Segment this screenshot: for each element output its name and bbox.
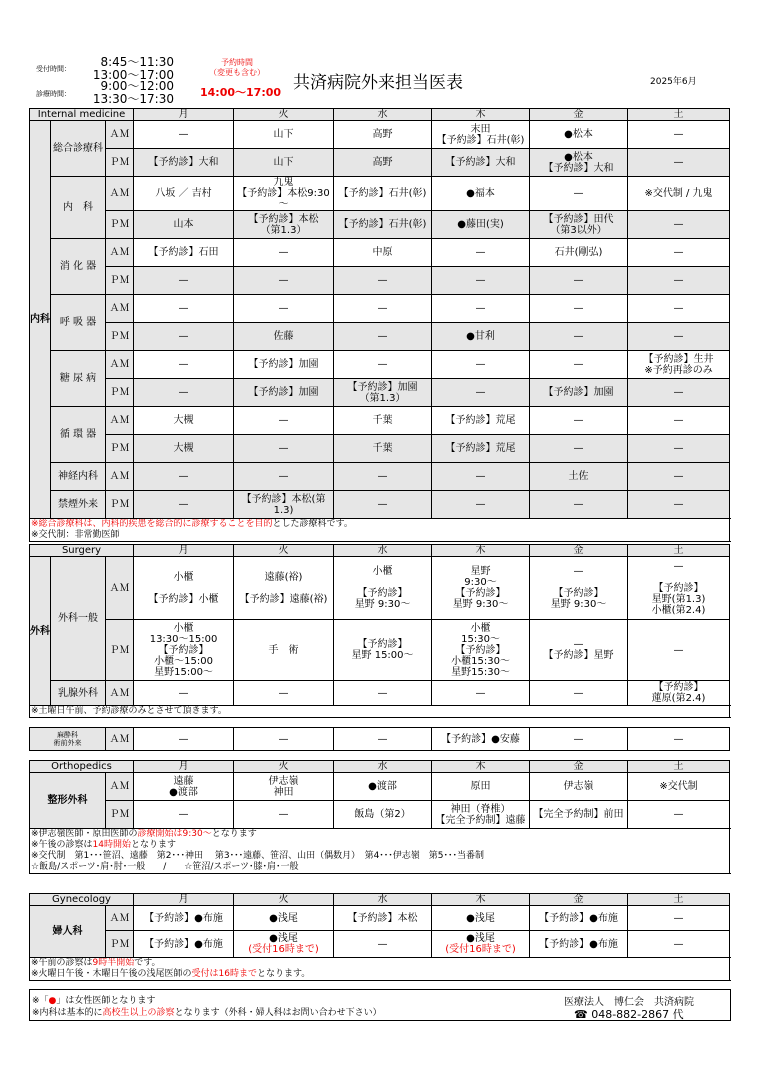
session-label: ＡＭ (106, 351, 134, 379)
day-header: 月 (134, 761, 234, 773)
doctor-cell: 【予約診】加園 (234, 351, 334, 379)
doctor-cell: — 【予約診】 星野(第1.3) 小櫃(第2.4) (628, 557, 730, 620)
session-label: ＰＭ (106, 491, 134, 519)
section-label: Gynecology (30, 894, 134, 906)
session-label: ＡＭ (106, 407, 134, 435)
table-row (30, 557, 730, 620)
doctor-cell: — (628, 728, 730, 751)
doctor-cell: 大槻 (134, 407, 234, 435)
table-row (30, 801, 730, 829)
table-row (30, 435, 730, 463)
doctor-cell: — (134, 491, 234, 519)
doctor-cell: 遠藤(裕) 【予約診】遠藤(裕) (234, 557, 334, 620)
internal-medicine-table (29, 108, 730, 542)
doctor-cell: 伊志嶺 神田 (234, 773, 334, 801)
session-label: ＡＭ (106, 728, 134, 751)
doctor-cell: 【予約診】加園 (234, 379, 334, 407)
doctor-cell: — (334, 681, 432, 706)
section-label: Surgery (30, 545, 134, 557)
day-header: 水 (334, 761, 432, 773)
phone-number: ☎ 048-882-2867 代 (574, 1008, 684, 1021)
subspecialty-label: 外科一般 (51, 557, 106, 681)
doctor-cell: ●松本 (530, 121, 628, 149)
reception-label: 受付時間： (36, 65, 71, 73)
doctor-cell: 【予約診】石田 (134, 239, 234, 267)
doctor-cell (432, 931, 530, 958)
doctor-cell: — (334, 463, 432, 491)
section-label: Internal medicine (30, 109, 134, 121)
category-orthopedics: 整形外科 (30, 773, 106, 829)
doctor-cell: 【予約診】田代 （第3以外） (530, 211, 628, 239)
session-label: ＡＭ (106, 906, 134, 931)
doctor-cell: — (334, 323, 432, 351)
doctor-cell: 山本 (134, 211, 234, 239)
table-row (30, 379, 730, 407)
doctor-cell: 土佐 (530, 463, 628, 491)
subspecialty-label: 神経内科 (51, 463, 106, 491)
doctor-cell: ●甘利 (432, 323, 530, 351)
doctor-cell: — (628, 379, 730, 407)
session-label: ＡＭ (106, 121, 134, 149)
doctor-cell: — (134, 681, 234, 706)
doctor-cell: — (234, 728, 334, 751)
doctor-cell: 小櫃 13:30～15:00 【予約診】 小櫃～15:00 星野15:00～ (134, 620, 234, 681)
doctor-cell: — (334, 491, 432, 519)
doctor-cell: — (628, 801, 730, 829)
doctor-cell: ※交代制 / 九鬼 (628, 177, 730, 211)
doctor-cell: 千葉 (334, 407, 432, 435)
doctor-cell: 佐藤 (234, 323, 334, 351)
doctor-cell (334, 931, 432, 958)
doctor-cell: — (134, 463, 234, 491)
doctor-cell: 千葉 (334, 435, 432, 463)
day-header-row (30, 545, 730, 557)
doctor-cell: 【予約診】 星野 15:00～ (334, 620, 432, 681)
doctor-cell: 末田 【予約診】石井(彰) (432, 121, 530, 149)
doctor-cell: — (432, 351, 530, 379)
surgery-notes (30, 706, 730, 718)
table-row (30, 211, 730, 239)
doctor-cell: — (432, 239, 530, 267)
day-header: 月 (134, 545, 234, 557)
doctor-cell: — 【予約診】 星野 9:30～ (530, 557, 628, 620)
table-row (30, 728, 730, 751)
table-row (30, 239, 730, 267)
table-row (30, 491, 730, 519)
session-label: ＰＭ (106, 435, 134, 463)
doctor-cell: — (134, 121, 234, 149)
doctor-cell: — (432, 379, 530, 407)
table-row (30, 295, 730, 323)
doctor-cell: 小櫃 【予約診】小櫃 (134, 557, 234, 620)
doctor-cell: — (134, 295, 234, 323)
session-label: ＰＭ (106, 211, 134, 239)
table-row (30, 463, 730, 491)
doctor-cell: 中原 (334, 239, 432, 267)
doctor-cell: ●福本 (432, 177, 530, 211)
doctor-cell: 手 術 (234, 620, 334, 681)
table-row (30, 906, 730, 931)
session-label: ＡＭ (106, 557, 134, 620)
doctor-cell: — (628, 211, 730, 239)
doctor-cell: — (432, 491, 530, 519)
doctor-cell: ●松本 【予約診】大和 (530, 149, 628, 177)
day-header: 火 (234, 894, 334, 906)
doctor-cell: 【予約診】 蓮原(第2.4) (628, 681, 730, 706)
subspecialty-label: 乳腺外科 (51, 681, 106, 706)
doctor-cell: 【予約診】本松 (334, 906, 432, 931)
doctor-cell: — (530, 491, 628, 519)
doctor-cell: — (628, 121, 730, 149)
doctor-name: — (377, 938, 388, 950)
gynecology-notes (30, 958, 730, 981)
doctor-cell: — (628, 407, 730, 435)
day-header: 火 (234, 109, 334, 121)
doctor-cell: — (530, 728, 628, 751)
category-anesthesia: 麻酔科 術前外来 (30, 728, 106, 751)
reception-times: 8:45～11:30 13:00～17:00 (92, 55, 174, 82)
doctor-cell: — (334, 351, 432, 379)
table-row (30, 351, 730, 379)
day-header-row (30, 894, 730, 906)
doctor-cell: 【予約診】加園 (530, 379, 628, 407)
day-header: 月 (134, 894, 234, 906)
doctor-cell: — (628, 435, 730, 463)
table-row (30, 323, 730, 351)
doctor-cell: — (234, 681, 334, 706)
doctor-cell: — (530, 407, 628, 435)
doctor-cell: — (134, 728, 234, 751)
doctor-cell: 【予約診】●布施 (134, 906, 234, 931)
organization-name: 医療法人 博仁会 共済病院 (564, 997, 694, 1008)
subspecialty-label: 消 化 器 (51, 239, 106, 295)
doctor-cell: 【予約診】生井 ※予約再診のみ (628, 351, 730, 379)
doctor-cell: — (530, 681, 628, 706)
subspecialty-label: 循 環 器 (51, 407, 106, 463)
day-header: 水 (334, 545, 432, 557)
session-label: ＡＭ (106, 681, 134, 706)
doctor-cell (234, 931, 334, 958)
doctor-cell: 大槻 (134, 435, 234, 463)
doctor-name: ●浅尾 (466, 933, 495, 944)
section-label: Orthopedics (30, 761, 134, 773)
table-row (30, 177, 730, 211)
doctor-cell: 【予約診】荒尾 (432, 407, 530, 435)
doctor-cell: — (628, 239, 730, 267)
doctor-cell: — (234, 267, 334, 295)
day-header: 木 (432, 545, 530, 557)
day-header: 木 (432, 761, 530, 773)
doctor-cell: — (628, 906, 730, 931)
doctor-cell: 【予約診】石井(彰) (334, 177, 432, 211)
doctor-cell: 小櫃 【予約診】 星野 9:30～ (334, 557, 432, 620)
doctor-cell: 九鬼 【予約診】本松9:30～ (234, 177, 334, 211)
doctor-cell: 【予約診】本松(第1.3) (234, 491, 334, 519)
category-internal: 内科 (30, 121, 51, 519)
orthopedics-notes-text: ※伊志嶺医師・原田医師の診療開始は9:30～となります ※午後の診察は14時開始となります ※交代制 第1･･･笹沼、遠藤 第2･･･神田 第3･･･遠藤、笹沼、山田（偶数月） 第4･･･伊志嶺 第5･･･当番制 ☆飯島/スポーツ･肩･肘･一般 / ☆笹沼/スポーツ･膝･肩･一般 (30, 829, 730, 874)
table-row (30, 149, 730, 177)
session-label: ＡＭ (106, 295, 134, 323)
day-header: 土 (628, 109, 730, 121)
footer-note-female: ※「●」は女性医師となります (32, 996, 156, 1006)
doctor-cell: ●浅尾 (432, 906, 530, 931)
day-header: 金 (530, 894, 628, 906)
doctor-cell: — (234, 435, 334, 463)
doctor-cell: 山下 (234, 121, 334, 149)
session-label: ＰＭ (106, 620, 134, 681)
doctor-cell: — (530, 177, 628, 211)
session-label: ＰＭ (106, 931, 134, 958)
page-title: 共済病院外来担当医表 (293, 73, 463, 93)
subspecialty-label: 総合診療科 (51, 121, 106, 177)
day-header-row (30, 109, 730, 121)
subspecialty-label: 禁煙外来 (51, 491, 106, 519)
gynecology-table (29, 893, 730, 981)
doctor-name: 【予約診】●布施 (539, 938, 618, 950)
subspecialty-label: 糖 尿 病 (51, 351, 106, 407)
day-header: 月 (134, 109, 234, 121)
clinic-times: 9:00～12:00 13:30～17:30 (92, 79, 174, 106)
doctor-cell: 伊志嶺 (530, 773, 628, 801)
doctor-cell: 高野 (334, 121, 432, 149)
doctor-cell (134, 931, 234, 958)
internal-notes-text: ※総合診療科は、内科的疾患を総合的に診療することを目的とした診療科です。 ※交代制：非常勤医師 (30, 519, 730, 542)
doctor-cell: 【予約診】●安藤 (432, 728, 530, 751)
clinic-label: 診療時間： (36, 90, 71, 98)
doctor-cell: — (134, 323, 234, 351)
doctor-cell: 高野 (334, 149, 432, 177)
doctor-cell: 石井(剛弘) (530, 239, 628, 267)
doctor-cell: — (530, 435, 628, 463)
doctor-cell: ●藤田(実) (432, 211, 530, 239)
session-label: ＰＭ (106, 323, 134, 351)
day-header: 土 (628, 545, 730, 557)
doctor-cell: — (628, 267, 730, 295)
session-label: ＡＭ (106, 239, 134, 267)
doctor-cell (530, 931, 628, 958)
day-header: 火 (234, 545, 334, 557)
table-row (30, 407, 730, 435)
gynecology-notes-text: ※午前の診察は9時半開始です。 ※火曜日午後・木曜日午後の浅尾医師の受付は16時までとなります。 (30, 958, 730, 981)
doctor-cell: — (628, 323, 730, 351)
doctor-cell: 飯島（第2） (334, 801, 432, 829)
doctor-name: 【予約診】●布施 (144, 938, 223, 950)
table-row (30, 121, 730, 149)
doctor-cell: 小櫃 15:30～ 【予約診】 小櫃15:30～ 星野15:30～ (432, 620, 530, 681)
doctor-cell: 原田 (432, 773, 530, 801)
day-header: 土 (628, 761, 730, 773)
doctor-cell: 【予約診】大和 (134, 149, 234, 177)
doctor-cell: — (134, 351, 234, 379)
doctor-cell: 【予約診】石井(彰) (334, 211, 432, 239)
session-label: ＰＭ (106, 379, 134, 407)
table-row (30, 681, 730, 706)
table-row (30, 267, 730, 295)
doctor-cell: ●渡部 (334, 773, 432, 801)
doctor-cell (628, 931, 730, 958)
doctor-cell: 【予約診】加園 （第1.3） (334, 379, 432, 407)
anesthesia-table (29, 727, 730, 751)
appointment-time: 14:00～17:00 (200, 86, 282, 99)
session-label: ＰＭ (106, 149, 134, 177)
appointment-label: 予約時間 （変更も含む） (209, 58, 265, 77)
doctor-cell: — (134, 267, 234, 295)
session-label: ＡＭ (106, 177, 134, 211)
doctor-cell: — (432, 295, 530, 323)
doctor-name: — (673, 938, 684, 950)
session-label: ＡＭ (106, 463, 134, 491)
session-label: ＰＭ (106, 801, 134, 829)
orthopedics-notes (30, 829, 730, 874)
day-header: 木 (432, 894, 530, 906)
day-header: 水 (334, 894, 432, 906)
session-label: ＡＭ (106, 773, 134, 801)
doctor-cell: — (530, 267, 628, 295)
day-header: 土 (628, 894, 730, 906)
day-header: 木 (432, 109, 530, 121)
doctor-cell: — (334, 728, 432, 751)
surgery-table (29, 544, 730, 718)
doctor-cell: 【予約診】本松 （第1.3） (234, 211, 334, 239)
doctor-cell: ●浅尾 (234, 906, 334, 931)
subspecialty-label: 呼 吸 器 (51, 295, 106, 351)
doctor-cell: — (234, 463, 334, 491)
day-header: 火 (234, 761, 334, 773)
header (0, 0, 758, 108)
session-label: ＰＭ (106, 267, 134, 295)
day-header: 金 (530, 109, 628, 121)
table-row (30, 773, 730, 801)
orthopedics-table (29, 760, 730, 874)
doctor-cell: — (628, 620, 730, 681)
subspecialty-label: 内 科 (51, 177, 106, 239)
doctor-cell: — (234, 407, 334, 435)
doctor-cell: — (134, 379, 234, 407)
day-header-row (30, 761, 730, 773)
doctor-cell: — (628, 463, 730, 491)
doctor-cell: — (530, 295, 628, 323)
doctor-cell: 【予約診】荒尾 (432, 435, 530, 463)
doctor-cell: 山下 (234, 149, 334, 177)
category-surgery: 外科 (30, 557, 51, 706)
doctor-cell: 遠藤 ●渡部 (134, 773, 234, 801)
doctor-cell: 神田（脊椎） 【完全予約制】遠藤 (432, 801, 530, 829)
category-gynecology: 婦人科 (30, 906, 106, 958)
doctor-cell: — (234, 801, 334, 829)
reception-limit-note: (受付16時まで) (248, 944, 319, 955)
doctor-cell: ※交代制 (628, 773, 730, 801)
footer-note-internal: ※内科は基本的に高校生以上の診察となります（外科・婦人科はお問い合わせ下さい） (32, 1008, 382, 1018)
doctor-cell: — (628, 149, 730, 177)
day-header: 金 (530, 761, 628, 773)
doctor-cell: — (234, 295, 334, 323)
table-row (30, 931, 730, 958)
doctor-cell: — (530, 351, 628, 379)
doctor-cell: — (334, 295, 432, 323)
doctor-cell: — (628, 491, 730, 519)
footer (29, 989, 731, 1021)
doctor-cell: 【完全予約制】前田 (530, 801, 628, 829)
surgery-notes-text: ※土曜日午前、予約診療のみとさせて頂きます。 (30, 706, 730, 718)
doctor-cell: 【予約診】●布施 (530, 906, 628, 931)
doctor-cell: — (234, 239, 334, 267)
doctor-cell: 【予約診】大和 (432, 149, 530, 177)
doctor-cell: — (334, 267, 432, 295)
doctor-cell: — (530, 323, 628, 351)
doctor-cell: — 【予約診】星野 (530, 620, 628, 681)
doctor-cell: 八坂 ／ 吉村 (134, 177, 234, 211)
doctor-cell: — (628, 295, 730, 323)
doctor-cell: — (432, 267, 530, 295)
day-header: 金 (530, 545, 628, 557)
doctor-cell: 星野 9:30～ 【予約診】 星野 9:30～ (432, 557, 530, 620)
issue-date: 2025年6月 (650, 77, 697, 87)
internal-notes (30, 519, 730, 542)
doctor-cell: — (134, 801, 234, 829)
day-header: 水 (334, 109, 432, 121)
table-row (30, 620, 730, 681)
doctor-cell: — (432, 463, 530, 491)
doctor-name: ●浅尾 (269, 933, 298, 944)
reception-limit-note: (受付16時まで) (445, 944, 516, 955)
doctor-cell: — (432, 681, 530, 706)
